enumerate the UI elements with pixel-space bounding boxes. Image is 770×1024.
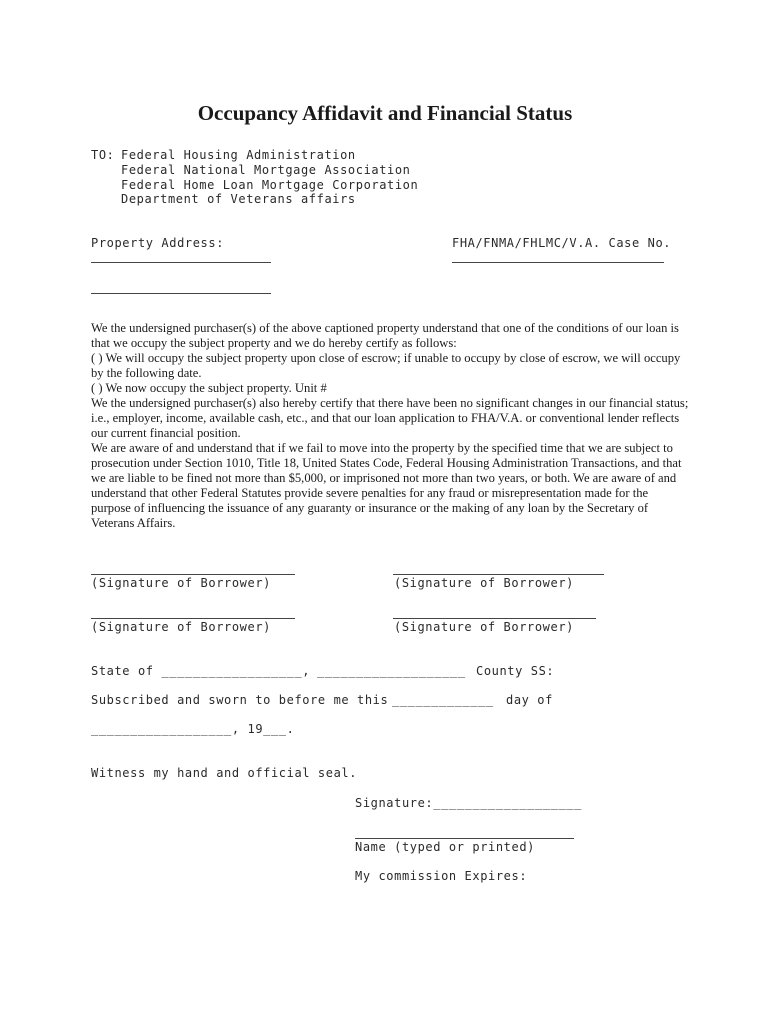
affidavit-body (91, 321, 691, 531)
witness-statement: Witness my hand and official seal. (91, 766, 358, 780)
property-address-line-2[interactable] (91, 293, 271, 294)
recipient-fnma: Federal National Mortgage Association (121, 163, 411, 177)
borrower-signature-label-4: (Signature of Borrower) (394, 620, 574, 634)
case-number-line[interactable] (452, 262, 664, 263)
county-ss-label: County SS: (476, 664, 555, 678)
body-option-will-occupy: ( ) We will occupy the subject property upon close of escrow; if unable to occupy by close of escrow, we will occupy by the following date. (91, 351, 681, 380)
property-address-label: Property Address: (91, 236, 225, 250)
body-paragraph-conditions: We the undersigned purchaser(s) of the above captioned property understand that one of the conditions of our loan is that we occupy the subject property and we do hereby certify as follows: (91, 321, 679, 350)
notary-name-label: Name (typed or printed) (355, 840, 535, 854)
borrower-signature-label-2: (Signature of Borrower) (394, 576, 574, 590)
subscribed-sworn-text: Subscribed and sworn to before me this (91, 693, 389, 707)
day-of-label: day of (506, 693, 553, 707)
body-paragraph-financial-status: We the undersigned purchaser(s) also hereby certify that there have been no significant changes in our financial status; i.e., employer, income, available cash, etc., and that our loan application to FHA/V.A. or conventional lender reflects our current financial position. (91, 396, 689, 440)
recipient-va: Department of Veterans affairs (121, 192, 356, 206)
borrower-signature-label-3: (Signature of Borrower) (91, 620, 271, 634)
day-field[interactable]: _____________ (392, 693, 494, 707)
date-year-field[interactable]: __________________, 19___. (91, 722, 295, 736)
borrower-signature-line-2[interactable] (393, 574, 604, 575)
recipient-fhlmc: Federal Home Loan Mortgage Corporation (121, 178, 419, 192)
commission-expires-label: My commission Expires: (355, 869, 528, 883)
state-of-field[interactable]: State of __________________, (91, 664, 311, 678)
property-address-line-1[interactable] (91, 262, 271, 263)
notary-name-line[interactable] (355, 838, 574, 839)
body-paragraph-penalties: We are aware of and understand that if we fail to move into the property by the specified time that we are subject to prosecution under Section 1010, Title 18, United States Code, Federal Housing Administration Transactions, and that we are liable to be fined not more than $5,000, or imprisoned not more than two years, or both. We are aware of and understand that other Federal Statutes provide severe penalties for any fraud or misrepresentation made for the purpose of influencing the issuance of any guaranty or insurance or the making of any loan by the Secretary of Veterans Affairs. (91, 441, 682, 530)
borrower-signature-line-3[interactable] (91, 618, 295, 619)
borrower-signature-label-1: (Signature of Borrower) (91, 576, 271, 590)
borrower-signature-line-1[interactable] (91, 574, 295, 575)
county-field[interactable]: ___________________ (317, 664, 466, 678)
document-title: Occupancy Affidavit and Financial Status (197, 101, 573, 125)
case-number-label: FHA/FNMA/FHLMC/V.A. Case No. (452, 236, 672, 250)
to-label: TO: (91, 148, 115, 162)
notary-signature-field[interactable]: Signature:___________________ (355, 796, 582, 810)
body-option-now-occupy: ( ) We now occupy the subject property. Unit # (91, 381, 327, 395)
borrower-signature-line-4[interactable] (393, 618, 596, 619)
recipient-fha: Federal Housing Administration (121, 148, 356, 162)
